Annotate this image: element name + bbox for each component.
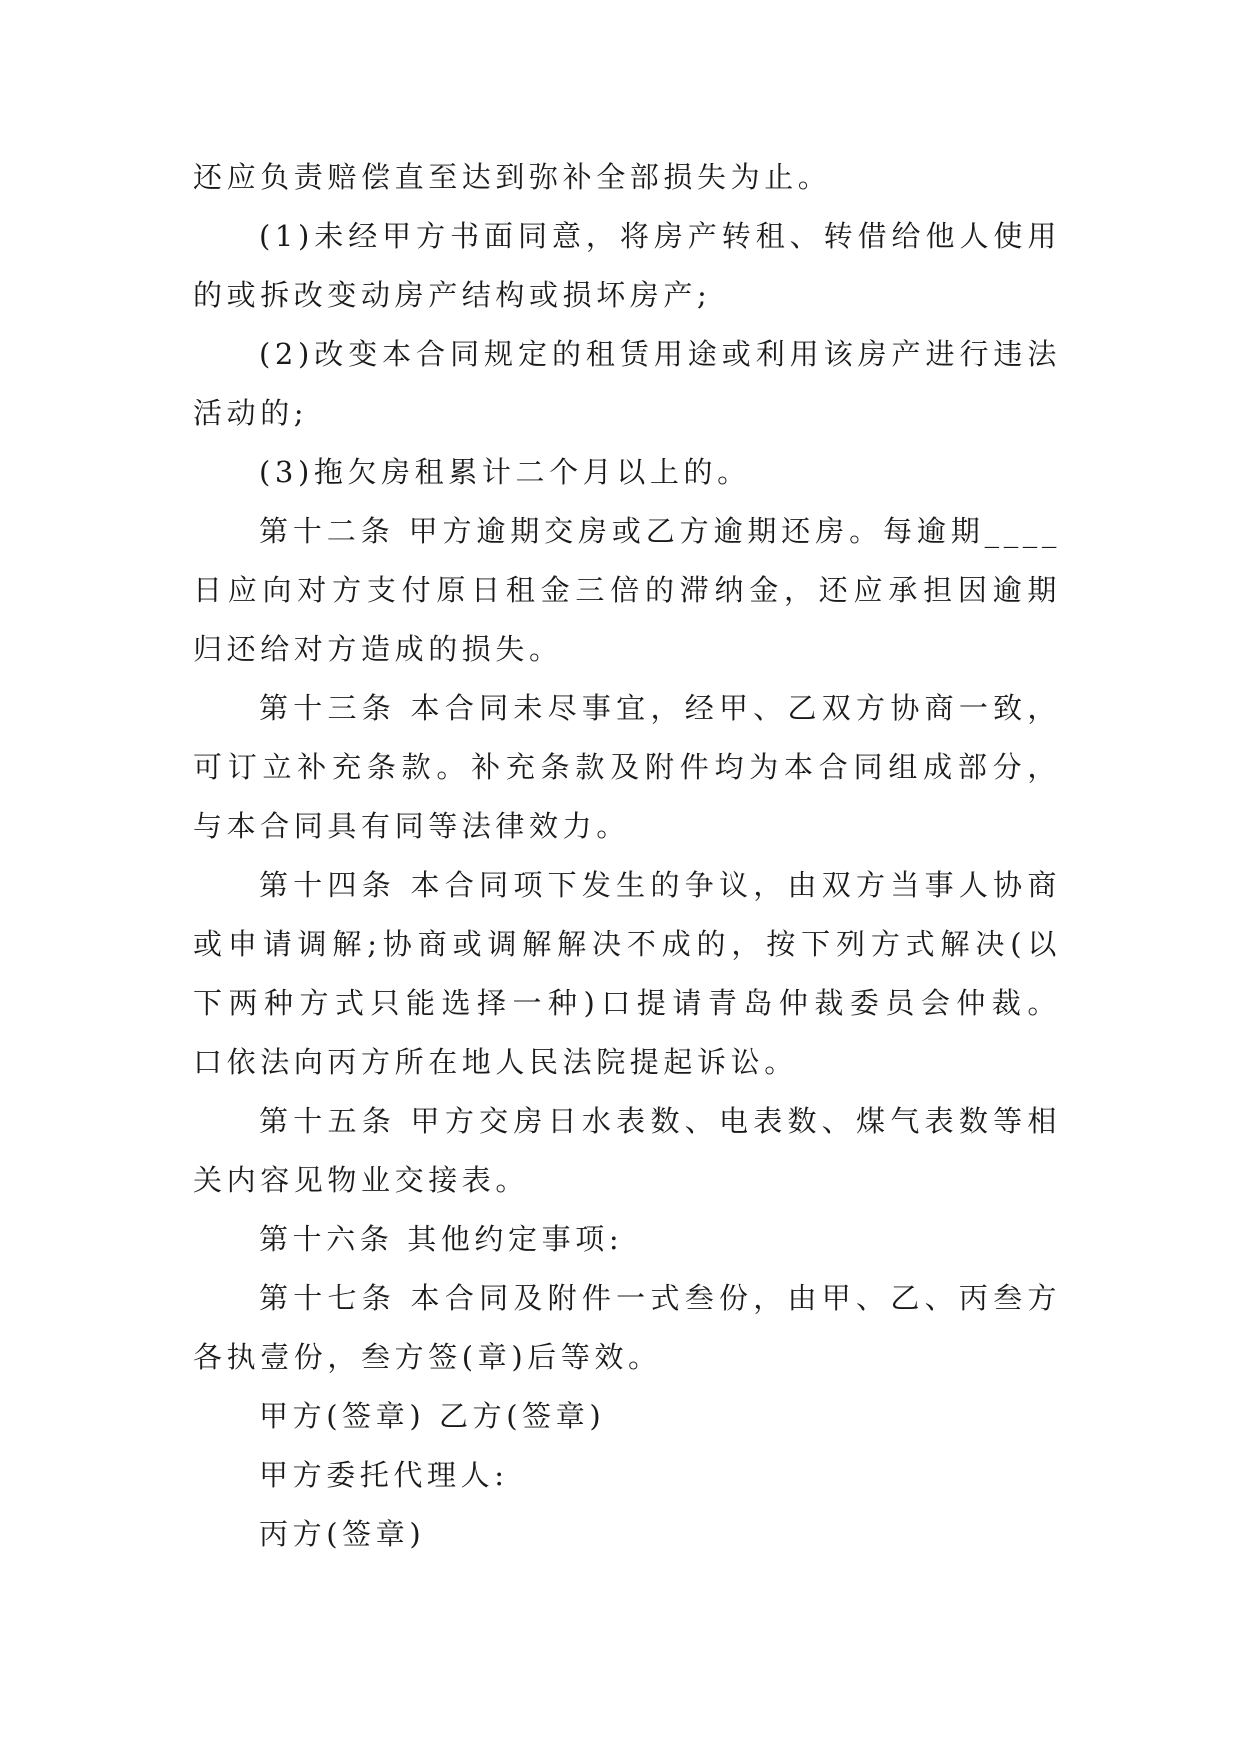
article-14: 第十四条 本合同项下发生的争议，由双方当事人协商或申请调解;协商或调解解决不成的，按下列方式解决(以下两种方式只能选择一种)口提请青岛仲裁委员会仲裁。 口依法向丙方所在地人民法院提起诉讼。 [193,868,1061,1079]
signature-party-a-agent: 甲方委托代理人: [259,1458,509,1492]
article-16: 第十六条 其他约定事项: [259,1222,624,1256]
signature-party-a-b: 甲方(签章) 乙方(签章) [259,1399,606,1433]
paragraph-item-2: (2)改变本合同规定的租赁用途或利用该房产进行违法活动的; [193,337,1061,430]
document-body [193,148,1061,1564]
article-15: 第十五条 甲方交房日水表数、电表数、煤气表数等相关内容见物业交接表。 [193,1104,1061,1197]
paragraph-continuation: 还应负责赔偿直至达到弥补全部损失为止。 [193,160,832,194]
article-13: 第十三条 本合同未尽事宜，经甲、乙双方协商一致，可订立补充条款。补充条款及附件均为本合同组成部分，与本合同具有同等法律效力。 [193,691,1061,843]
paragraph-item-3: (3)拖欠房租累计二个月以上的。 [259,455,751,489]
signature-party-c: 丙方(签章) [259,1517,426,1551]
article-12: 第十二条 甲方逾期交房或乙方逾期还房。每逾期____日应向对方支付原日租金三倍的滞纳金，还应承担因逾期归还给对方造成的损失。 [193,514,1061,666]
paragraph-item-1: (1)未经甲方书面同意，将房产转租、转借给他人使用的或拆改变动房产结构或损坏房产; [193,219,1061,312]
article-17: 第十七条 本合同及附件一式叁份，由甲、乙、丙叁方各执壹份，叁方签(章)后等效。 [193,1281,1061,1374]
